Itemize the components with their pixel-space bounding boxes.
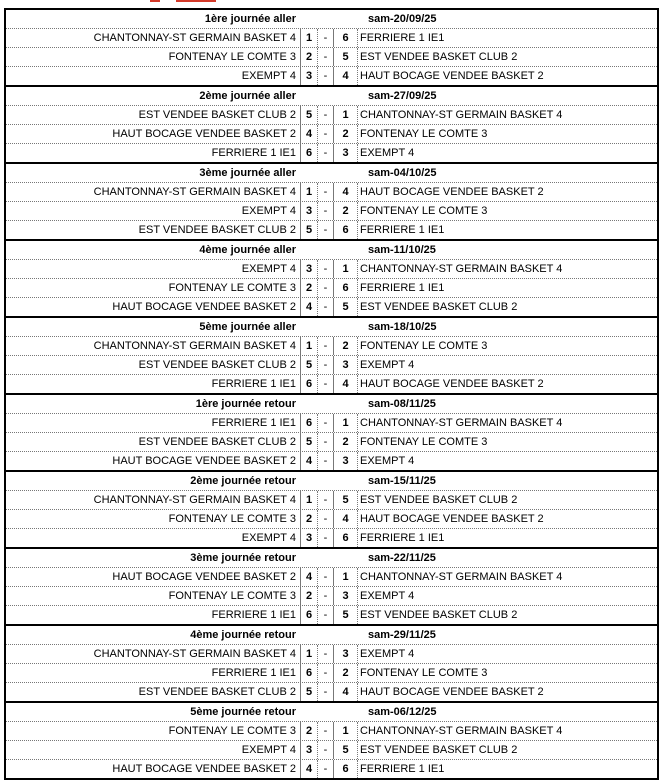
match-row (6, 645, 657, 664)
away-number: 2 (334, 125, 358, 143)
away-team: FONTENAY LE COMTE 3 (360, 436, 488, 448)
round-block (4, 316, 659, 393)
round-block (4, 239, 659, 316)
separator-dash: - (318, 433, 334, 451)
match-row (6, 202, 657, 221)
away-team: EST VENDEE BASKET CLUB 2 (360, 494, 518, 506)
away-number: 1 (334, 260, 358, 278)
round-header (6, 549, 657, 568)
match-row (6, 529, 657, 547)
separator-dash: - (318, 183, 334, 201)
away-team: EXEMPT 4 (360, 147, 415, 159)
match-row (6, 298, 657, 316)
match-row (6, 452, 657, 470)
home-team: HAUT BOCAGE VENDEE BASKET 2 (112, 301, 296, 313)
home-team: EXEMPT 4 (241, 532, 296, 544)
match-row (6, 568, 657, 587)
match-row (6, 760, 657, 778)
home-team: FERRIERE 1 IE1 (211, 378, 296, 390)
separator-dash: - (318, 606, 334, 624)
away-team: CHANTONNAY-ST GERMAIN BASKET 4 (360, 417, 563, 429)
round-block (4, 701, 659, 780)
schedule-table (4, 8, 659, 780)
separator-dash: - (318, 587, 334, 605)
separator-dash: - (318, 375, 334, 393)
away-team: FONTENAY LE COMTE 3 (360, 340, 488, 352)
round-date: sam-22/11/25 (368, 552, 436, 564)
round-block (4, 547, 659, 624)
home-team: EXEMPT 4 (241, 263, 296, 275)
away-team: CHANTONNAY-ST GERMAIN BASKET 4 (360, 725, 563, 737)
clipped-header-fragment (0, 0, 667, 6)
round-date: sam-06/12/25 (368, 706, 437, 718)
home-team: EST VENDEE BASKET CLUB 2 (138, 359, 296, 371)
home-number: 4 (300, 760, 318, 778)
home-team: FERRIERE 1 IE1 (211, 147, 296, 159)
round-title: 3ème journée aller (199, 167, 296, 179)
separator-dash: - (318, 221, 334, 239)
match-row (6, 491, 657, 510)
home-team: CHANTONNAY-ST GERMAIN BASKET 4 (93, 186, 296, 198)
away-team: EST VENDEE BASKET CLUB 2 (360, 744, 518, 756)
separator-dash: - (318, 452, 334, 470)
round-title: 5ème journée aller (199, 321, 296, 333)
away-number: 2 (334, 433, 358, 451)
round-title: 4ème journée aller (199, 244, 296, 256)
home-team: HAUT BOCAGE VENDEE BASKET 2 (112, 763, 296, 775)
away-number: 4 (334, 375, 358, 393)
separator-dash: - (318, 491, 334, 509)
away-team: HAUT BOCAGE VENDEE BASKET 2 (360, 378, 544, 390)
round-header (6, 472, 657, 491)
separator-dash: - (318, 298, 334, 316)
away-team: EXEMPT 4 (360, 359, 415, 371)
separator-dash: - (318, 645, 334, 663)
separator-dash: - (318, 683, 334, 701)
home-number: 3 (300, 741, 318, 759)
round-date: sam-08/11/25 (368, 398, 436, 410)
match-row (6, 279, 657, 298)
away-number: 6 (334, 29, 358, 47)
home-number: 5 (300, 221, 318, 239)
home-number: 5 (300, 433, 318, 451)
away-number: 6 (334, 221, 358, 239)
round-block (4, 470, 659, 547)
home-number: 2 (300, 587, 318, 605)
home-team: FERRIERE 1 IE1 (211, 667, 296, 679)
round-block (4, 8, 659, 85)
away-team: HAUT BOCAGE VENDEE BASKET 2 (360, 686, 544, 698)
separator-dash: - (318, 48, 334, 66)
away-number: 3 (334, 645, 358, 663)
away-number: 2 (334, 337, 358, 355)
round-date: sam-04/10/25 (368, 167, 437, 179)
home-number: 5 (300, 356, 318, 374)
away-team: CHANTONNAY-ST GERMAIN BASKET 4 (360, 571, 563, 583)
home-team: HAUT BOCAGE VENDEE BASKET 2 (112, 455, 296, 467)
away-team: FERRIERE 1 IE1 (360, 532, 445, 544)
match-row (6, 48, 657, 67)
home-team: HAUT BOCAGE VENDEE BASKET 2 (112, 571, 296, 583)
away-team: FERRIERE 1 IE1 (360, 763, 445, 775)
match-row (6, 510, 657, 529)
home-number: 3 (300, 67, 318, 85)
away-team: EST VENDEE BASKET CLUB 2 (360, 609, 518, 621)
home-number: 3 (300, 260, 318, 278)
away-number: 1 (334, 568, 358, 586)
away-number: 6 (334, 279, 358, 297)
away-team: EXEMPT 4 (360, 648, 415, 660)
round-title: 1ère journée aller (204, 13, 296, 25)
separator-dash: - (318, 529, 334, 547)
home-team: CHANTONNAY-ST GERMAIN BASKET 4 (93, 32, 296, 44)
match-row (6, 125, 657, 144)
away-team: HAUT BOCAGE VENDEE BASKET 2 (360, 70, 544, 82)
away-team: FERRIERE 1 IE1 (360, 282, 445, 294)
away-number: 4 (334, 67, 358, 85)
home-number: 1 (300, 337, 318, 355)
separator-dash: - (318, 414, 334, 432)
round-title: 1ère journée retour (195, 398, 296, 410)
separator-dash: - (318, 125, 334, 143)
round-title: 2ème journée retour (190, 475, 296, 487)
separator-dash: - (318, 356, 334, 374)
round-block (4, 624, 659, 701)
match-row (6, 183, 657, 202)
away-team: EXEMPT 4 (360, 590, 415, 602)
home-number: 6 (300, 375, 318, 393)
home-team: FONTENAY LE COMTE 3 (168, 51, 296, 63)
round-header (6, 87, 657, 106)
round-header (6, 241, 657, 260)
round-date: sam-18/10/25 (368, 321, 437, 333)
match-row (6, 356, 657, 375)
home-number: 1 (300, 645, 318, 663)
round-date: sam-27/09/25 (368, 90, 437, 102)
match-row (6, 433, 657, 452)
away-team: EXEMPT 4 (360, 455, 415, 467)
home-team: EST VENDEE BASKET CLUB 2 (138, 436, 296, 448)
away-number: 4 (334, 510, 358, 528)
home-number: 3 (300, 202, 318, 220)
home-number: 3 (300, 529, 318, 547)
away-team: FONTENAY LE COMTE 3 (360, 205, 488, 217)
match-row (6, 375, 657, 393)
away-number: 5 (334, 48, 358, 66)
separator-dash: - (318, 260, 334, 278)
away-team: HAUT BOCAGE VENDEE BASKET 2 (360, 186, 544, 198)
home-number: 1 (300, 491, 318, 509)
home-number: 4 (300, 452, 318, 470)
round-date: sam-11/10/25 (368, 244, 436, 256)
separator-dash: - (318, 29, 334, 47)
home-number: 6 (300, 144, 318, 162)
separator-dash: - (318, 510, 334, 528)
away-team: CHANTONNAY-ST GERMAIN BASKET 4 (360, 109, 563, 121)
away-team: EST VENDEE BASKET CLUB 2 (360, 301, 518, 313)
away-number: 1 (334, 106, 358, 124)
separator-dash: - (318, 741, 334, 759)
away-number: 3 (334, 356, 358, 374)
home-team: HAUT BOCAGE VENDEE BASKET 2 (112, 128, 296, 140)
away-number: 1 (334, 414, 358, 432)
away-number: 3 (334, 587, 358, 605)
away-number: 4 (334, 683, 358, 701)
home-team: FONTENAY LE COMTE 3 (168, 513, 296, 525)
round-header (6, 10, 657, 29)
home-team: CHANTONNAY-ST GERMAIN BASKET 4 (93, 648, 296, 660)
home-number: 2 (300, 722, 318, 740)
away-team: FONTENAY LE COMTE 3 (360, 667, 488, 679)
away-team: FONTENAY LE COMTE 3 (360, 128, 488, 140)
separator-dash: - (318, 144, 334, 162)
away-number: 2 (334, 202, 358, 220)
away-number: 3 (334, 144, 358, 162)
home-number: 4 (300, 568, 318, 586)
round-header (6, 703, 657, 722)
home-team: EST VENDEE BASKET CLUB 2 (138, 224, 296, 236)
away-number: 6 (334, 760, 358, 778)
separator-dash: - (318, 337, 334, 355)
round-title: 5ème journée retour (190, 706, 296, 718)
home-number: 2 (300, 510, 318, 528)
home-team: EXEMPT 4 (241, 744, 296, 756)
round-title: 4ème journée retour (190, 629, 296, 641)
away-team: CHANTONNAY-ST GERMAIN BASKET 4 (360, 263, 563, 275)
match-row (6, 144, 657, 162)
separator-dash: - (318, 67, 334, 85)
home-number: 2 (300, 279, 318, 297)
round-date: sam-29/11/25 (368, 629, 436, 641)
home-team: FONTENAY LE COMTE 3 (168, 590, 296, 602)
home-number: 2 (300, 48, 318, 66)
match-row (6, 67, 657, 85)
home-team: FONTENAY LE COMTE 3 (168, 282, 296, 294)
away-number: 5 (334, 491, 358, 509)
home-number: 1 (300, 183, 318, 201)
round-title: 3ème journée retour (190, 552, 296, 564)
match-row (6, 106, 657, 125)
match-row (6, 664, 657, 683)
round-header (6, 164, 657, 183)
round-title: 2ème journée aller (199, 90, 296, 102)
round-header (6, 626, 657, 645)
round-header (6, 395, 657, 414)
round-date: sam-20/09/25 (368, 13, 437, 25)
separator-dash: - (318, 722, 334, 740)
home-team: EXEMPT 4 (241, 70, 296, 82)
home-number: 6 (300, 664, 318, 682)
match-row (6, 606, 657, 624)
away-team: HAUT BOCAGE VENDEE BASKET 2 (360, 513, 544, 525)
away-number: 4 (334, 183, 358, 201)
separator-dash: - (318, 760, 334, 778)
home-team: FERRIERE 1 IE1 (211, 609, 296, 621)
match-row (6, 260, 657, 279)
home-number: 6 (300, 414, 318, 432)
away-number: 6 (334, 529, 358, 547)
home-number: 4 (300, 125, 318, 143)
away-team: EST VENDEE BASKET CLUB 2 (360, 51, 518, 63)
separator-dash: - (318, 568, 334, 586)
home-team: CHANTONNAY-ST GERMAIN BASKET 4 (93, 340, 296, 352)
home-number: 5 (300, 683, 318, 701)
match-row (6, 337, 657, 356)
away-number: 1 (334, 722, 358, 740)
separator-dash: - (318, 279, 334, 297)
round-date: sam-15/11/25 (368, 475, 436, 487)
match-row (6, 741, 657, 760)
home-number: 6 (300, 606, 318, 624)
match-row (6, 414, 657, 433)
round-block (4, 393, 659, 470)
home-number: 4 (300, 298, 318, 316)
away-number: 3 (334, 452, 358, 470)
match-row (6, 221, 657, 239)
away-number: 5 (334, 606, 358, 624)
away-number: 2 (334, 664, 358, 682)
round-block (4, 162, 659, 239)
home-team: EST VENDEE BASKET CLUB 2 (138, 109, 296, 121)
home-team: FONTENAY LE COMTE 3 (168, 725, 296, 737)
separator-dash: - (318, 106, 334, 124)
home-number: 5 (300, 106, 318, 124)
separator-dash: - (318, 664, 334, 682)
home-number: 1 (300, 29, 318, 47)
away-number: 5 (334, 741, 358, 759)
round-block (4, 85, 659, 162)
home-team: CHANTONNAY-ST GERMAIN BASKET 4 (93, 494, 296, 506)
away-number: 5 (334, 298, 358, 316)
round-header (6, 318, 657, 337)
home-team: FERRIERE 1 IE1 (211, 417, 296, 429)
away-team: FERRIERE 1 IE1 (360, 32, 445, 44)
match-row (6, 587, 657, 606)
match-row (6, 29, 657, 48)
match-row (6, 683, 657, 701)
away-team: FERRIERE 1 IE1 (360, 224, 445, 236)
home-team: EST VENDEE BASKET CLUB 2 (138, 686, 296, 698)
separator-dash: - (318, 202, 334, 220)
home-team: EXEMPT 4 (241, 205, 296, 217)
